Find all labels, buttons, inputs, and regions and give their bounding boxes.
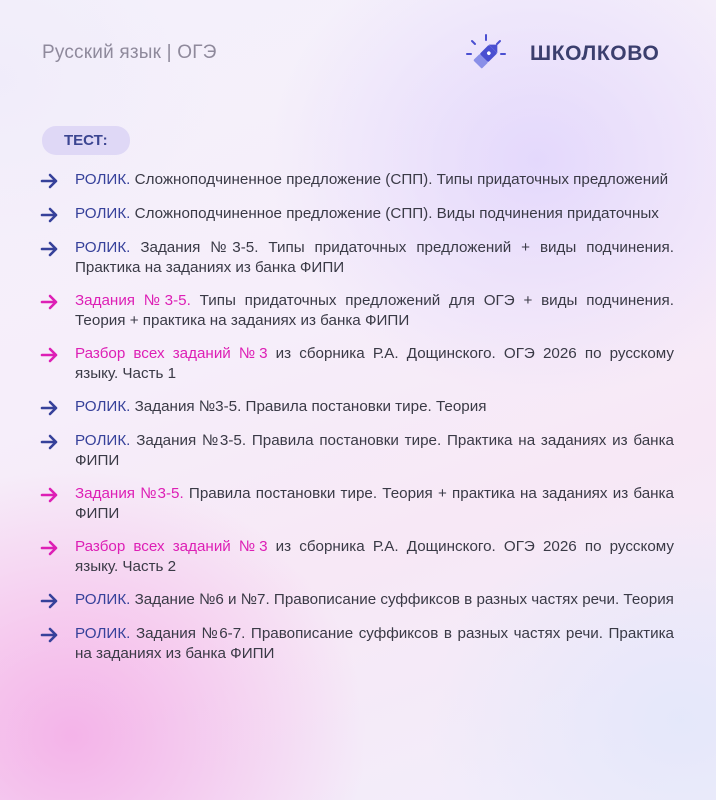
item-description: Типы придаточных предложений для ОГЭ + виды подчинения. Теория + практика на заданиях из банка ФИПИ [75,292,674,329]
page-title: Русский язык | ОГЭ [42,42,217,63]
item-label[interactable]: РОЛИК. [75,398,131,415]
item-text [75,170,674,190]
item-text [75,484,674,524]
item-description: Задания №3-5. Правила постановки тире. Практика на заданиях из банка ФИПИ [75,432,674,469]
item-label[interactable]: Разбор всех заданий №3 [75,345,268,362]
item-label[interactable]: РОЛИК. [75,432,131,449]
brand-logo-link[interactable] [464,34,659,74]
arrow-right-icon [40,398,62,418]
item-description: Задания №6-7. Правописание суффиксов в разных частях речи. Практика на заданиях из банка ФИПИ [75,625,674,662]
item-label[interactable]: РОЛИК. [75,591,131,608]
test-badge: ТЕСТ: [42,126,130,155]
item-description: Правила постановки тире. Теория + практика на заданиях из банка ФИПИ [75,485,674,522]
lesson-list [40,170,674,677]
list-item[interactable] [40,590,674,611]
arrow-right-icon [40,239,62,259]
item-description: из сборника Р.А. Дощинского. ОГЭ 2026 по русскому языку. Часть 1 [75,345,674,382]
arrow-right-icon [40,485,62,505]
arrow-right-icon [40,205,62,225]
item-text [75,344,674,384]
list-item[interactable] [40,344,674,384]
item-description: Задание №6 и №7. Правописание суффиксов в разных частях речи. Теория [134,591,674,608]
arrow-right-icon [40,625,62,645]
item-description: Сложноподчиненное предложение (СПП). Типы придаточных предложений [134,171,669,188]
pencil-sparkle-icon [464,32,508,76]
item-text [75,238,674,278]
item-description: Сложноподчиненное предложение (СПП). Виды подчинения придаточных [134,205,659,222]
arrow-right-icon [40,292,62,312]
list-item[interactable] [40,484,674,524]
item-description: Задания №3-5. Типы придаточных предложений + виды подчинения. Практика на заданиях из банка ФИПИ [75,239,674,276]
arrow-right-icon [40,171,62,191]
arrow-right-icon [40,345,62,365]
item-label[interactable]: РОЛИК. [75,239,131,256]
item-label[interactable]: РОЛИК. [75,625,131,642]
item-label[interactable]: Задания №3-5. [75,485,184,502]
item-text [75,624,674,664]
item-label[interactable]: Задания №3-5. [75,292,191,309]
item-text [75,397,674,417]
item-description: Задания №3-5. Правила постановки тире. Теория [134,398,487,415]
item-label[interactable]: РОЛИК. [75,205,131,222]
arrow-right-icon [40,591,62,611]
item-label[interactable]: РОЛИК. [75,171,131,188]
item-text [75,431,674,471]
list-item[interactable] [40,291,674,331]
list-item[interactable] [40,204,674,225]
arrow-right-icon [40,538,62,558]
list-item[interactable] [40,170,674,191]
list-item[interactable] [40,624,674,664]
item-text [75,204,674,224]
item-text [75,291,674,331]
list-item[interactable] [40,397,674,418]
brand-name: ШКОЛКОВО [530,42,660,65]
list-item[interactable] [40,537,674,577]
list-item[interactable] [40,238,674,278]
item-description: из сборника Р.А. Дощинского. ОГЭ 2026 по русскому языку. Часть 2 [75,538,674,575]
arrow-right-icon [40,432,62,452]
item-text [75,537,674,577]
item-label[interactable]: Разбор всех заданий №3 [75,538,268,555]
list-item[interactable] [40,431,674,471]
item-text [75,590,674,610]
